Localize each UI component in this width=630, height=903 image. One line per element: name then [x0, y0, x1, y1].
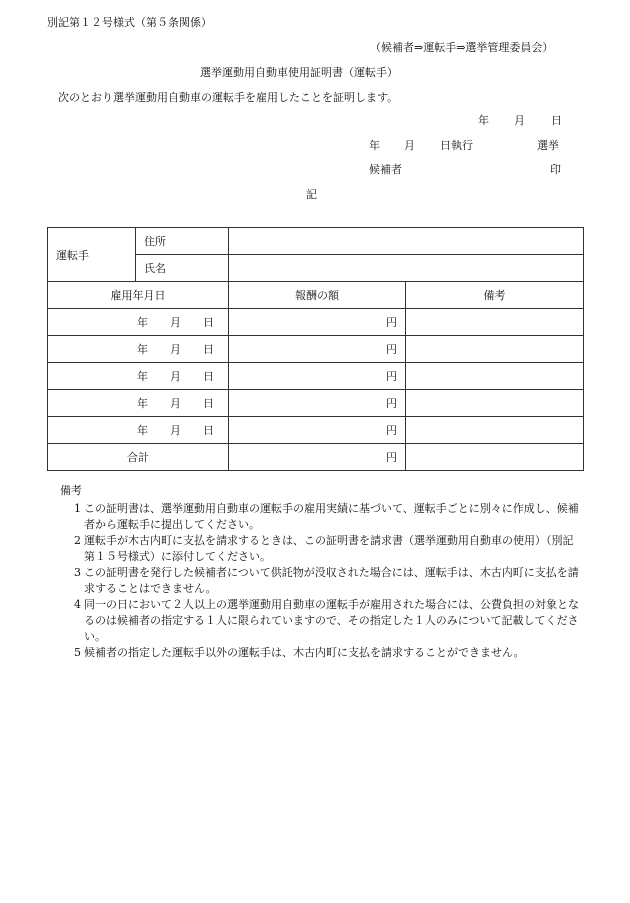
- note-item: [60, 645, 580, 661]
- name-field[interactable]: [229, 255, 584, 282]
- table-row: [48, 363, 584, 390]
- election-day-exec-label: 日執行: [440, 139, 473, 152]
- employment-date-field[interactable]: [48, 417, 229, 444]
- column-header-row: [48, 282, 584, 309]
- address-field[interactable]: [229, 228, 584, 255]
- cert-year-label: 年: [478, 114, 489, 127]
- year-label: 年: [137, 397, 148, 410]
- notes-heading: 備考: [60, 484, 82, 497]
- pay-amount-field[interactable]: [229, 363, 406, 390]
- document-title: 選挙運動用自動車使用証明書（運転手）: [200, 66, 398, 79]
- note-item: [60, 597, 580, 645]
- day-label: 日: [203, 316, 214, 329]
- note-number: 4: [74, 598, 81, 611]
- note-item: [60, 565, 580, 597]
- ki-mark: 記: [306, 188, 317, 201]
- note-text: この証明書を発行した候補者について供託物が没収された場合には、運転手は、木古内町に支払を請求することはできません。: [84, 566, 579, 595]
- month-label: 月: [170, 397, 181, 410]
- total-row: [48, 444, 584, 471]
- election-label: 選挙: [537, 139, 559, 152]
- row-notes-field[interactable]: [406, 336, 584, 363]
- month-label: 月: [170, 370, 181, 383]
- name-label: 氏名: [144, 262, 166, 275]
- total-notes-field[interactable]: [406, 444, 584, 471]
- year-label: 年: [137, 343, 148, 356]
- table-row: [48, 309, 584, 336]
- address-label: 住所: [144, 235, 166, 248]
- intro-text: 次のとおり選挙運動用自動車の運転手を雇用したことを証明します。: [58, 91, 399, 104]
- day-label: 日: [203, 370, 214, 383]
- note-text: この証明書は、選挙運動用自動車の運転手の雇用実績に基づいて、運転手ごとに別々に作成し、候補者から運転手に提出してください。: [84, 502, 579, 531]
- table-row: [48, 417, 584, 444]
- pay-amount-field[interactable]: [229, 309, 406, 336]
- note-number: 5: [74, 646, 81, 659]
- col-header-notes: 備考: [406, 282, 584, 309]
- col-header-pay: 報酬の額: [229, 282, 406, 309]
- note-text: 運転手が木古内町に支払を請求するときは、この証明書を請求書（選挙運動用自動車の使用）（別記第１５号様式）に添付してください。: [84, 534, 574, 563]
- yen-label: 円: [386, 424, 397, 437]
- cert-day-label: 日: [551, 114, 562, 127]
- employment-date-field[interactable]: [48, 363, 229, 390]
- note-number: 2: [74, 534, 81, 547]
- year-label: 年: [137, 424, 148, 437]
- pay-amount-field[interactable]: [229, 417, 406, 444]
- election-month-label: 月: [404, 139, 415, 152]
- note-number: 1: [74, 502, 81, 515]
- month-label: 月: [170, 343, 181, 356]
- yen-label: 円: [386, 316, 397, 329]
- employment-date-field[interactable]: [48, 336, 229, 363]
- employment-date-field[interactable]: [48, 309, 229, 336]
- cert-month-label: 月: [514, 114, 525, 127]
- yen-label: 円: [386, 397, 397, 410]
- election-year-label: 年: [369, 139, 380, 152]
- driver-label: 運転手: [56, 248, 89, 262]
- table-row: [48, 336, 584, 363]
- form-number: 別記第１２号様式（第５条関係）: [47, 16, 212, 29]
- row-notes-field[interactable]: [406, 363, 584, 390]
- col-header-date: 雇用年月日: [48, 282, 229, 309]
- candidate-label: 候補者: [369, 163, 402, 176]
- note-number: 3: [74, 566, 81, 579]
- total-label: 合計: [48, 444, 229, 471]
- submission-flow: （候補者⇒運転手⇒選挙管理委員会）: [370, 41, 554, 54]
- driver-label-cell: [48, 228, 136, 282]
- address-label-cell: [136, 228, 229, 255]
- month-label: 月: [170, 316, 181, 329]
- employment-date-field[interactable]: [48, 390, 229, 417]
- day-label: 日: [203, 424, 214, 437]
- row-notes-field[interactable]: [406, 417, 584, 444]
- name-label-cell: [136, 255, 229, 282]
- row-notes-field[interactable]: [406, 309, 584, 336]
- seal-mark: 印: [550, 163, 561, 176]
- day-label: 日: [203, 397, 214, 410]
- day-label: 日: [203, 343, 214, 356]
- row-notes-field[interactable]: [406, 390, 584, 417]
- pay-amount-field[interactable]: [229, 390, 406, 417]
- note-text: 候補者の指定した運転手以外の運転手は、木古内町に支払を請求することができません。: [84, 646, 525, 659]
- table-row: [48, 390, 584, 417]
- pay-amount-field[interactable]: [229, 336, 406, 363]
- yen-label: 円: [386, 343, 397, 356]
- note-text: 同一の日において２人以上の選挙運動用自動車の運転手が雇用された場合には、公費負担の対象となるのは候補者の指定する１人に限られていますので、その指定した１人のみについて記載してください。: [84, 598, 579, 643]
- year-label: 年: [137, 370, 148, 383]
- note-item: [60, 501, 580, 533]
- month-label: 月: [170, 424, 181, 437]
- notes-list: [60, 501, 580, 661]
- address-row: [48, 228, 584, 255]
- note-item: [60, 533, 580, 565]
- year-label: 年: [137, 316, 148, 329]
- yen-label: 円: [386, 370, 397, 383]
- driver-employment-table: [47, 227, 584, 471]
- yen-label: 円: [386, 451, 397, 464]
- total-amount-field[interactable]: [229, 444, 406, 471]
